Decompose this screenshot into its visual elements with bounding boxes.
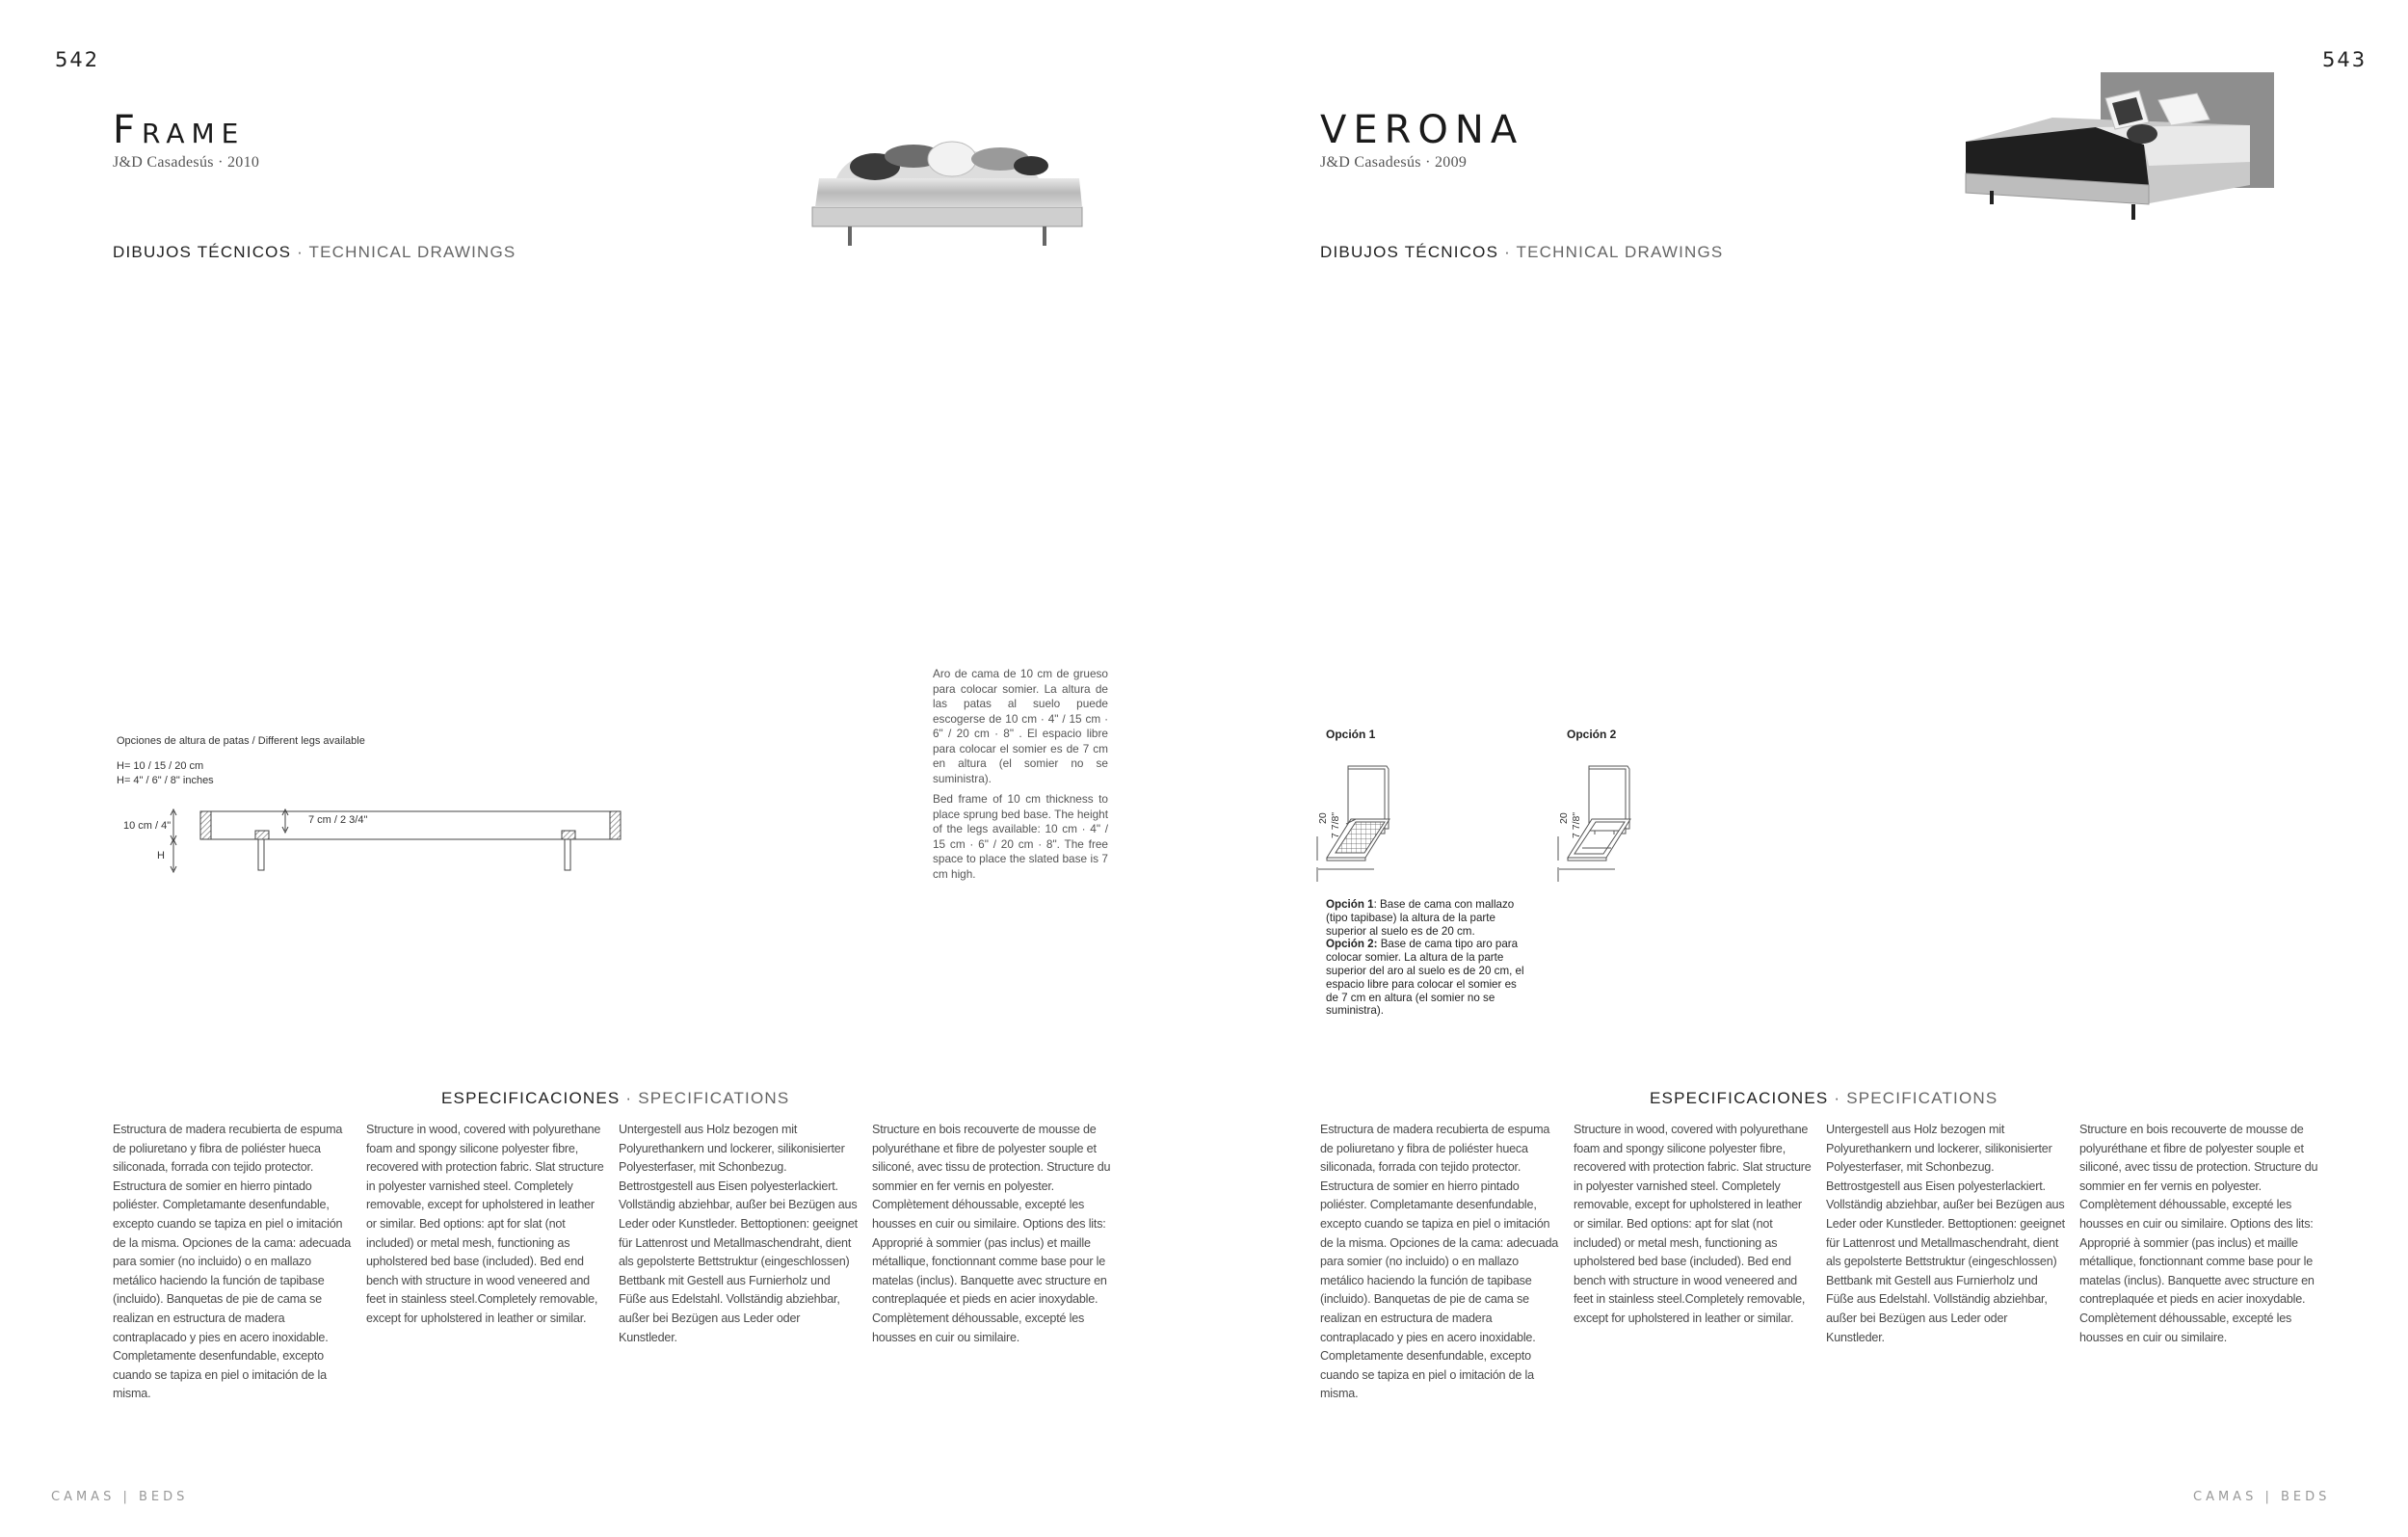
separator: · <box>291 243 309 261</box>
spec-text-fr-left: Structure en bois recouverte de mousse de polyuréthane et fibre de polyester souple et siliconé, avec tissu de protection. Structure du sommier en fer vernis en polyester. Complètement déhoussable, excepté les housses en cuir ou similaire. Options des lits: Approprié à sommier (pas inclus) et maille métallique, fonctionnant comme base pour le matelas (inclus). Banquette avec structure en contreplaquée et pieds en acier inoxydable. Complètement déhoussable, excepté les housses en cuir ou similaire. <box>872 1123 1111 1344</box>
legs-h-label: H <box>157 850 165 861</box>
spec-text-fr-right: Structure en bois recouverte de mousse de polyuréthane et fibre de polyester souple et siliconé, avec tissu de protection. Structure du sommier en fer vernis en polyester. Complètement déhoussable, excepté les housses en cuir ou similaire. Options des lits: Approprié à sommier (pas inclus) et maille métallique, fonctionnant comme base pour le matelas (inclus). Banquette avec structure en contreplaquée et pieds en acier inoxydable. Complètement déhoussable, excepté les housses en cuir ou similaire. <box>2079 1123 2318 1344</box>
footer-section-right: CAMAS | BEDS <box>2193 1490 2331 1504</box>
section-specifications-left <box>441 1089 789 1108</box>
options-description <box>1326 898 1528 1018</box>
specs-title-es: ESPECIFICACIONES <box>441 1089 621 1107</box>
opt2-desc-label: Opción 2: <box>1326 938 1378 951</box>
specs-title-en: SPECIFICATIONS <box>638 1089 790 1107</box>
option-2-height-in: 7 7/8" <box>1571 811 1582 838</box>
option-1-drawing <box>1312 761 1544 877</box>
specs-title-es: ESPECIFICACIONES <box>1650 1089 1829 1107</box>
page-number-right: 543 <box>2322 48 2368 71</box>
section-technical-drawings-right <box>1320 243 1723 262</box>
footer-section-left: CAMAS | BEDS <box>51 1490 189 1504</box>
spec-text-es-right: Estructura de madera recubierta de espuma de poliuretano y fibra de poliéster hueca siliconada, forrada con tejido protector. Estructura de somier en hierro pintado poliéster. Completamante desenfundable, excepto cuando se tapiza en piel o imitación de la misma. Opciones de la cama: adecuada para somier (no incluido) o en mallazo metálico haciendo la función de tapibase (incluido). Banquetas de pie de cama se realizan en estructura de madera contraplacado y pies en acero inoxidable. Completamente desenfundable, excepto cuando se tapiza en piel o imitación de la misma. <box>1320 1123 1559 1401</box>
frame-thickness-label: 10 cm / 4" <box>123 820 172 832</box>
opt1-desc-label: Opción 1 <box>1326 898 1374 911</box>
page-number-left: 542 <box>55 48 100 71</box>
spec-text-de-right: Untergestell aus Holz bezogen mit Polyurethankern und lockerer, silikonisierter Polyesterfaser, mit Schonbezug. Bettrostgestell aus Eisen polyesterlackiert. Vollständig abziehbar, außer bei Bezügen aus Leder oder Kunstleder. Bettoptionen: geeignet für Lattenrost und Metallmaschendraht, dient als gepolsterte Bettstruktur (eingeschlossen) Bettbank mit Gestell aus Furnierholz und Füße aus Edelstahl. Vollständig abziehbar, außer bei Bezügen aus Leder oder Kunstleder. <box>1826 1123 2065 1344</box>
specs-title-en: SPECIFICATIONS <box>1846 1089 1998 1107</box>
separator: · <box>1828 1089 1847 1107</box>
section-specifications-right <box>1650 1089 1998 1108</box>
opt2-desc-text: Base de cama tipo aro para colocar somier. La altura de la parte superior del aro al suelo es de 20 cm, el espacio libre para colocar el somier es de 7 cm en altura (el somier no se suministra). <box>1326 938 1524 1018</box>
legs-height-in: H= 4" / 6" / 8" inches <box>117 775 214 786</box>
separator: · <box>1498 243 1517 261</box>
option-2-drawing <box>1553 761 1785 877</box>
legs-height-cm: H= 10 / 15 / 20 cm <box>117 760 204 772</box>
verona-bed-photo <box>1961 69 2279 224</box>
option-1-label: Opción 1 <box>1326 728 1376 741</box>
spec-text-en-right: Structure in wood, covered with polyurethane foam and spongy silicone polyester fibre, recovered with protection fabric. Slat structure in polyester varnished steel. Completely removable, except for upholstered in leather or similar. Bed options: apt for slat (not included) or metal mesh, functioning as upholstered bed base (included). Bed end bench with structure in wood veneered and feet in stainless steel.Completely removable, except for upholstered in leather or similar. <box>1574 1123 1812 1325</box>
spec-text-de-left: Untergestell aus Holz bezogen mit Polyurethankern und lockerer, silikonisierter Polyesterfaser, mit Schonbezug. Bettrostgestell aus Eisen polyesterlackiert. Vollständig abziehbar, außer bei Bezügen aus Leder oder Kunstleder. Bettoptionen: geeignet für Lattenrost und Metallmaschendraht, dient als gepolsterte Bettstruktur (eingeschlossen) Bettbank mit Gestell aus Furnierholz und Füße aus Edelstahl. Vollständig abziehbar, außer bei Bezügen aus Leder oder Kunstleder. <box>619 1123 858 1344</box>
legs-section-diagram <box>116 800 790 877</box>
option-1-height-cm: 20 <box>1317 812 1329 824</box>
product-designer-verona: J&D Casadesús · 2009 <box>1320 154 1468 171</box>
product-designer-frame: J&D Casadesús · 2010 <box>113 154 260 171</box>
section-title-en: TECHNICAL DRAWINGS <box>1516 243 1724 261</box>
section-title-en: TECHNICAL DRAWINGS <box>308 243 516 261</box>
legs-options-title: Opciones de altura de patas / Different legs available <box>117 735 365 747</box>
frame-note-en: Bed frame of 10 cm thickness to place sprung bed base. The height of the legs available: 10 cm · 4" / 15 cm · 6" / 20 cm · 8". The free space to place the slated base is 7 cm high. <box>933 792 1108 881</box>
product-title-frame: Frame <box>113 108 246 152</box>
spec-text-es-left: Estructura de madera recubierta de espuma de poliuretano y fibra de poliéster hueca siliconada, forrada con tejido protector. Estructura de somier en hierro pintado poliéster. Completamante desenfundable, excepto cuando se tapiza en piel o imitación de la misma. Opciones de la cama: adecuada para somier (no incluido) o en mallazo metálico haciendo la función de tapibase (incluido). Banquetas de pie de cama se realizan en estructura de madera contraplacado y pies en acero inoxidable. Completamente desenfundable, excepto cuando se tapiza en piel o imitación de la misma. <box>113 1123 352 1401</box>
opt1-desc-text: : Base de cama con mallazo (tipo tapibase) la altura de la parte superior al suelo es de 20 cm. <box>1326 898 1515 938</box>
option-1-height-in: 7 7/8" <box>1330 811 1341 838</box>
free-space-label: 7 cm / 2 3/4" <box>308 814 368 826</box>
section-technical-drawings-left <box>113 243 516 262</box>
frame-bed-photo <box>807 135 1087 251</box>
option-2-height-cm: 20 <box>1558 812 1570 824</box>
separator: · <box>620 1089 639 1107</box>
section-title-es: DIBUJOS TÉCNICOS <box>1320 243 1499 261</box>
frame-note-es: Aro de cama de 10 cm de grueso para colocar somier. La altura de las patas al suelo puede escogerse de 10 cm · 4" / 15 cm · 6" / 20 cm · 8" . El espacio libre para colocar el somier es de 7 cm en altura (el somier no se suministra). <box>933 667 1108 785</box>
option-2-label: Opción 2 <box>1567 728 1617 741</box>
spec-text-en-left: Structure in wood, covered with polyurethane foam and spongy silicone polyester fibre, recovered with protection fabric. Slat structure in polyester varnished steel. Completely removable, except for upholstered in leather or similar. Bed options: apt for slat (not included) or metal mesh, functioning as upholstered bed base (included). Bed end bench with structure in wood veneered and feet in stainless steel.Completely removable, except for upholstered in leather or similar. <box>366 1123 604 1325</box>
section-title-es: DIBUJOS TÉCNICOS <box>113 243 292 261</box>
product-title-verona: VERONA <box>1320 108 1524 152</box>
